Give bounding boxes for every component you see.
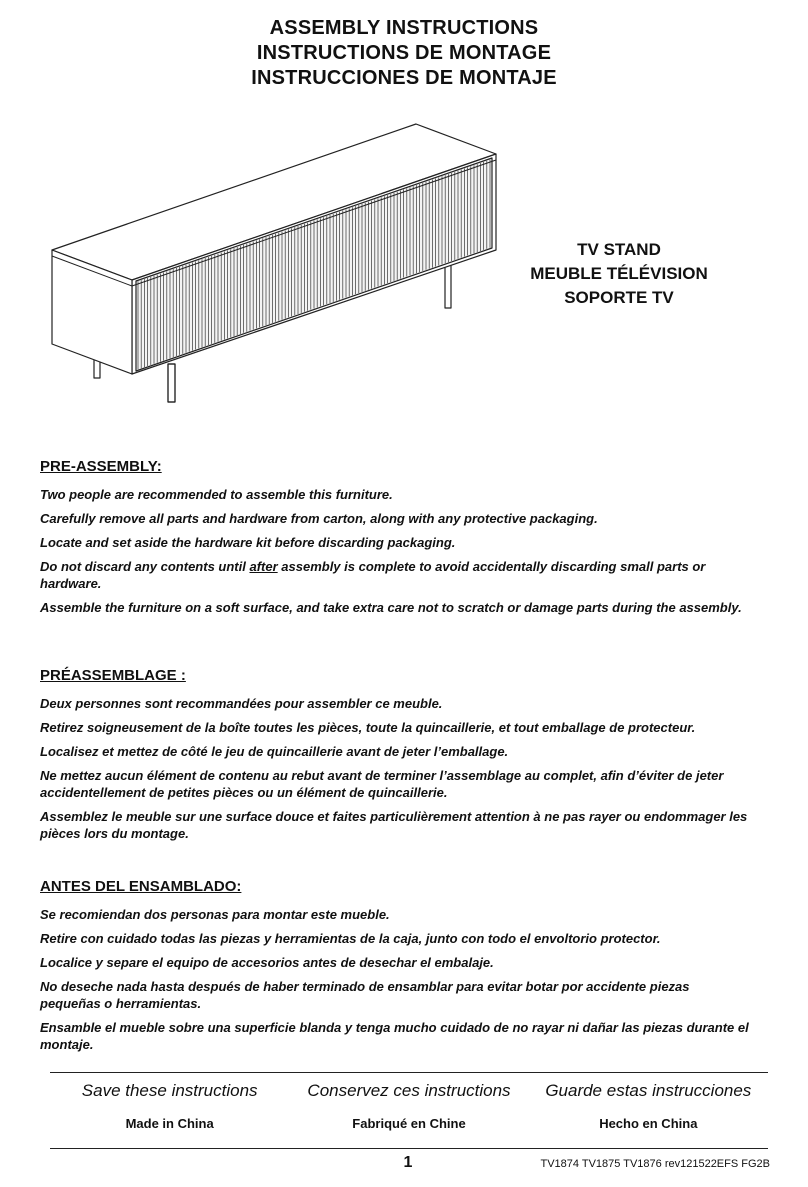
save-instructions-note: Conservez ces instructions bbox=[307, 1081, 511, 1100]
section-heading: PRÉASSEMBLAGE : bbox=[40, 667, 186, 684]
footer-column-spanish bbox=[529, 1080, 768, 1132]
pre-assembly-section-english bbox=[40, 458, 750, 623]
save-instructions-note: Save these instructions bbox=[81, 1081, 258, 1100]
country-of-origin: Fabriqué en Chine bbox=[352, 1116, 466, 1131]
section-heading: PRE-ASSEMBLY: bbox=[40, 458, 162, 475]
instruction-paragraph: Ne mettez aucun élément de contenu au rebut avant de terminer l’assemblage au complet, afin d’éviter de jeter accidentellement de petites pièces ou un élément de quincaillerie. bbox=[40, 768, 724, 800]
product-name-block bbox=[504, 238, 734, 310]
instruction-paragraph bbox=[40, 558, 750, 592]
text-run: assembly is complete to avoid accidentally discarding small parts or hardware. bbox=[40, 559, 706, 591]
page-number: 1 bbox=[403, 1154, 413, 1171]
back-right-leg bbox=[445, 264, 451, 308]
footer-columns bbox=[50, 1080, 768, 1132]
text-run: Do not discard any contents until bbox=[40, 559, 250, 574]
document-title bbox=[0, 16, 808, 91]
country-of-origin: Made in China bbox=[125, 1116, 214, 1131]
pre-assembly-section-french bbox=[40, 667, 750, 849]
footer-divider-bottom bbox=[50, 1148, 768, 1149]
footer-divider-top bbox=[50, 1072, 768, 1073]
save-instructions-note: Guarde estas instrucciones bbox=[545, 1081, 752, 1100]
instruction-paragraph: Retirez soigneusement de la boîte toutes les pièces, toute la quincaillerie, et tout emballage de protecteur. bbox=[40, 720, 696, 735]
emphasis-after: after bbox=[249, 559, 278, 574]
instruction-paragraph: Retire con cuidado todas las piezas y herramientas de la caja, junto con todo el envoltorio protector. bbox=[40, 931, 661, 946]
footer-column-french bbox=[289, 1080, 528, 1132]
instruction-paragraph: Deux personnes sont recommandées pour assembler ce meuble. bbox=[40, 696, 443, 711]
section-heading: ANTES DEL ENSAMBLADO: bbox=[40, 878, 242, 895]
tv-stand-illustration bbox=[48, 118, 508, 410]
footer-column-english bbox=[50, 1080, 289, 1132]
country-of-origin: Hecho en China bbox=[599, 1116, 698, 1131]
title-spanish: INSTRUCCIONES DE MONTAJE bbox=[251, 67, 557, 89]
pre-assembly-section-spanish bbox=[40, 878, 750, 1060]
instruction-paragraph: Two people are recommended to assemble this furniture. bbox=[40, 487, 393, 502]
instruction-paragraph: Assemble the furniture on a soft surface, and take extra care not to scratch or damage parts during the assembly. bbox=[40, 600, 742, 615]
title-french: INSTRUCTIONS DE MONTAGE bbox=[256, 42, 552, 64]
instruction-paragraph: Localice y separe el equipo de accesorios antes de desechar el embalaje. bbox=[40, 955, 494, 970]
instruction-paragraph: Locate and set aside the hardware kit before discarding packaging. bbox=[40, 535, 456, 550]
front-left-leg bbox=[168, 364, 175, 402]
instruction-paragraph: Localisez et mettez de côté le jeu de quincaillerie avant de jeter l’emballage. bbox=[40, 744, 509, 759]
product-name-french: MEUBLE TÉLÉVISION bbox=[530, 264, 708, 283]
instruction-paragraph: Carefully remove all parts and hardware from carton, along with any protective packaging. bbox=[40, 511, 598, 526]
product-name-english: TV STAND bbox=[577, 240, 661, 259]
instruction-paragraph: Assemblez le meuble sur une surface douce et faites particulièrement attention à ne pas rayer ou endommager les pièces lors du montage. bbox=[40, 809, 748, 841]
instruction-paragraph: Se recomiendan dos personas para montar este mueble. bbox=[40, 907, 390, 922]
document-code: TV1874 TV1875 TV1876 rev121522EFS FG2B bbox=[540, 1158, 770, 1170]
instruction-paragraph: Ensamble el mueble sobre una superficie blanda y tenga mucho cuidado de no rayar ni dañar las piezas durante el montaje. bbox=[40, 1020, 749, 1052]
title-english: ASSEMBLY INSTRUCTIONS bbox=[269, 17, 539, 39]
instruction-paragraph: No deseche nada hasta después de haber terminado de ensamblar para evitar botar por accidente piezas pequeñas o herramientas. bbox=[40, 979, 690, 1011]
product-name-spanish: SOPORTE TV bbox=[564, 288, 674, 307]
